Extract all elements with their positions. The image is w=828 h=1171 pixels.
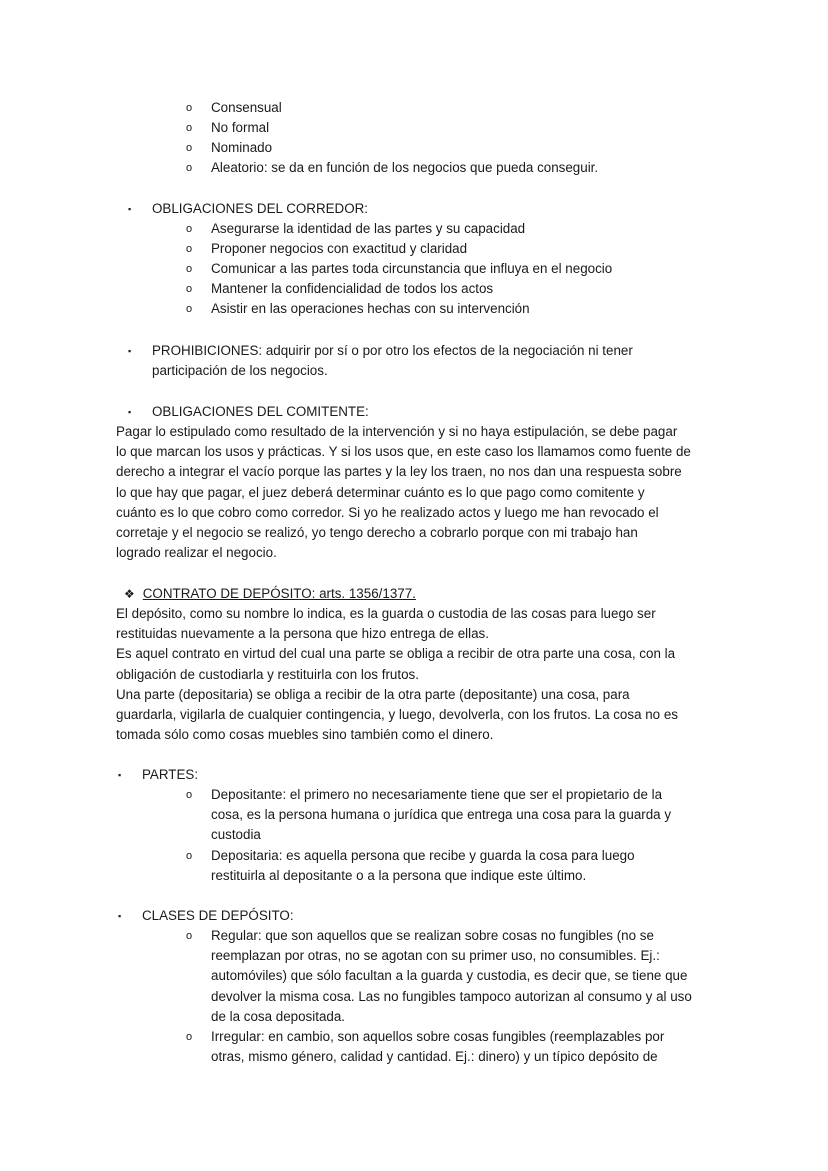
- bullet-circle-icon: o: [186, 102, 193, 114]
- paragraph: Pagar lo estipulado como resultado de la intervención y si no haya estipulación, se debe pagar lo que marcan los usos y prácticas. Y si los usos que, en este caso los llamamos como fuente de derecho a integrar el vacío porque las partes y la ley los traen, no nos dan una respuesta sobre lo que hay que pagar, el juez deberá determinar cuánto es lo que pago como comitente y cuánto es lo que cobro como corredor. Si yo he realizado actos y luego me han revocado el corretaje y el negocio se realizó, yo tengo derecho a cobrarlo porque con mi trabajo han logrado realizar el negocio.: [116, 424, 691, 561]
- document-page: o Consensual o No formal o Nominado o Aleatorio: se da en función de los negocios que pueda conseguir. ▪ OBLIGACIONES DEL CORREDOR: o Asegurarse la identidad de las partes y su capacidad o Proponer negocios con exactitud y claridad o Comunicar a las partes toda circunstancia que influya en el negocio o Mantener la confidencialidad de todos los actos o Asistir en las operaciones hechas con su intervención ▪ PROHIBICIONES: adquirir por sí o por otro los efectos de la negociación ni tener participación de los negocios. ▪ OBLIGACIONES DEL COMITENTE: Pagar lo estipulado como resultado de la intervención y si no haya estipulación, se debe pagar lo que marcan los usos y prácticas. Y si los usos que, en este caso los llamamos como fuente de derecho a integrar el vacío porque las partes y la ley los traen, no nos dan una respuesta sobre lo que hay que pagar, el juez deberá determinar cuánto es lo que pago como comitente y cuánto es lo que cobro como corredor. Si yo he realizado actos y luego me han revocado el corretaje y el negocio se realizó, yo tengo derecho a cobrarlo porque con mi trabajo han logrado realizar el negocio. ❖ CONTRATO DE DEPÓSITO: arts. 1356/1377. El depósito, como su nombre lo indica, es la guarda o custodia de las cosas para luego ser restituidas nuevamente a la persona que hizo entrega de ellas. Es aquel contrato en virtud del cual una parte se obliga a recibir de otra parte una cosa, con la obligación de custodiarla y restituirla con los frutos. Una parte (depositaria) se obliga a recibir de la otra parte (depositante) una cosa, para guardarla, vigilarla de cualquier contingencia, y luego, devolverla, con los frutos. La cosa no es tomada sólo como cosas muebles sino también como el dinero. ▪ PARTES: o Depositante: el primero no necesariamente tiene que ser el propietario de la cosa, es la persona humana o jurídica que entrega una cosa para la guarda y custodia o Depositaria: es aquella persona que recibe y guarda la cosa para luego restituirla al depositante o a la persona que indique este último. ▪ CLASES DE DEPÓSITO: o Regular: que son aquellos que se realizan sobre cosas no fungibles (no se reemplazan por otras, no se agotan con su primer uso, no consumibles. Ej.: automóviles) que sólo facultan a la guarda y custodia, es decir que, se tiene que devolver la misma cosa. Las no fungibles tampoco autorizan al consumo y al uso de la cosa depositada. o Irregular: en cambio, son aquellos sobre cosas fungibles (reemplazables por otras, mismo género, calidad y cantidad. Ej.: dinero) y un típico depósito de: [0, 0, 828, 1171]
- bullet-circle-icon: o: [186, 789, 193, 801]
- bullet-circle-icon: o: [186, 303, 193, 315]
- bullet-square-icon: ▪: [128, 407, 132, 417]
- bullet-circle-icon: o: [186, 223, 193, 235]
- bullet-circle-icon: o: [186, 122, 193, 134]
- bullet-diamond-icon: ❖: [124, 587, 135, 601]
- bullet-circle-icon: o: [186, 162, 193, 174]
- bullet-square-icon: ▪: [128, 346, 132, 356]
- bullet-circle-icon: o: [186, 283, 193, 295]
- section-title: ❖ CONTRATO DE DEPÓSITO: arts. 1356/1377.: [124, 586, 416, 601]
- bullet-circle-icon: o: [186, 263, 193, 275]
- bullet-circle-icon: o: [186, 930, 193, 942]
- bullet-square-icon: ▪: [128, 204, 132, 214]
- bullet-square-icon: ▪: [118, 770, 122, 780]
- bullet-circle-icon: o: [186, 1031, 193, 1043]
- paragraph: El depósito, como su nombre lo indica, es la guarda o custodia de las cosas para luego ser restituidas nuevamente a la persona que hizo entrega de ellas. Es aquel contrato en virtud del cual una parte se obliga a recibir de otra parte una cosa, con la obligación de custodiarla y restituirla con los frutos. Una parte (depositaria) se obliga a recibir de la otra parte (depositante) una cosa, para guardarla, vigilarla de cualquier contingencia, y luego, devolverla, con los frutos. La cosa no es tomada sólo como cosas muebles sino también como el dinero.: [116, 606, 678, 743]
- bullet-circle-icon: o: [186, 243, 193, 255]
- bullet-circle-icon: o: [186, 850, 193, 862]
- bullet-square-icon: ▪: [118, 911, 122, 921]
- bullet-circle-icon: o: [186, 142, 193, 154]
